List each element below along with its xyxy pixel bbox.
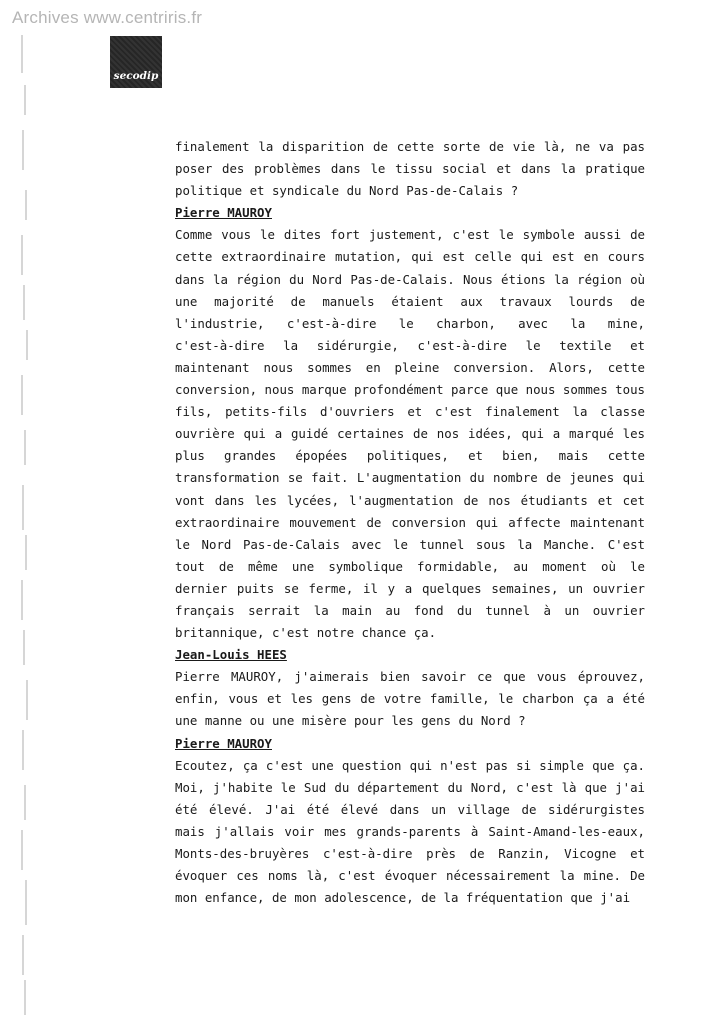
transcript-line: évoquer ces noms là, c'est évoquer nécessairement la mine. De [175, 868, 645, 884]
transcript-line: le Nord Pas-de-Calais avec le tunnel sous la Manche. C'est [175, 536, 645, 552]
transcript-line: vont dans les lycées, l'augmentation de nos étudiants et cet [175, 492, 645, 508]
transcript-line: mon enfance, de mon adolescence, de la fréquentation que j'ai [175, 890, 631, 906]
archive-watermark: Archives www.centriris.fr [12, 8, 203, 27]
logo-label: secodip [113, 70, 159, 82]
transcript-line: Moi, j'habite le Sud du département du Nord, c'est là que j'ai [175, 779, 645, 795]
transcript-line: finalement la disparition de cette sorte de vie là, ne va pas [175, 139, 645, 154]
transcript-line: extraordinaire mouvement de conversion qui affecte maintenant [175, 514, 645, 530]
transcript-line: enfin, vous et les gens de votre famille, le charbon ça a été [175, 691, 645, 707]
speaker-name: Pierre MAUROY [175, 205, 272, 221]
transcript-line: dernier puits se ferme, il y a quelques semaines, un ouvrier [175, 580, 645, 596]
transcript-line: une manne ou une misère pour les gens du Nord ? [175, 713, 526, 729]
transcript-line: Ecoutez, ça c'est une question qui n'est pas si simple que ça. [175, 757, 645, 773]
transcript-line: été élevé. J'ai été élevé dans un village de sidérurgistes [175, 801, 645, 817]
speaker-name: Jean-Louis HEES [175, 647, 287, 663]
transcript-line: poser des problèmes dans le tissu social et dans la pratique [175, 161, 645, 177]
transcript-line: Monts-des-bruyères c'est-à-dire près de Ranzin, Vicogne et [175, 846, 645, 861]
secodip-logo [110, 36, 162, 88]
transcript-line: tout de même une symbolique formidable, au moment où le [175, 558, 645, 574]
transcript-line: maintenant nous sommes en pleine conversion. Alors, cette [175, 359, 645, 375]
interview-transcript [175, 136, 645, 909]
transcript-line: c'est-à-dire la sidérurgie, c'est-à-dire le textile et [175, 337, 645, 353]
transcript-line: dans la région du Nord Pas-de-Calais. Nous étions la région où [175, 271, 645, 287]
transcript-line: transformation se fait. L'augmentation du nombre de jeunes qui [175, 470, 645, 486]
transcript-line: Pierre MAUROY, j'aimerais bien savoir ce que vous éprouvez, [175, 669, 645, 685]
transcript-line: français serrait la main au fond du tunnel à un ouvrier [175, 602, 645, 618]
speaker-name: Pierre MAUROY [175, 735, 272, 751]
transcript-line: ouvrière qui a guidé certaines de nos idées, qui a marqué les [175, 426, 645, 442]
transcript-line: britannique, c'est notre chance ça. [175, 625, 437, 641]
transcript-line: plus grandes épopées politiques, et bien, mais cette [175, 448, 645, 464]
transcript-line: cette extraordinaire mutation, qui est celle qui est en cours [175, 249, 645, 265]
transcript-line: Comme vous le dites fort justement, c'est le symbole aussi de [175, 227, 645, 243]
binder-margin-marks [18, 30, 34, 1020]
transcript-line: fils, petits-fils d'ouvriers et c'est finalement la classe [175, 404, 645, 420]
transcript-line: l'industrie, c'est-à-dire le charbon, avec la mine, [175, 315, 645, 331]
transcript-line: politique et syndicale du Nord Pas-de-Calais ? [175, 183, 519, 199]
transcript-line: mais j'allais voir mes grands-parents à Saint-Amand-les-eaux, [175, 823, 645, 839]
transcript-line: une majorité de manuels étaient aux travaux lourds de [175, 293, 645, 309]
transcript-line: conversion, nous marque profondément parce que nous sommes tous [175, 382, 645, 398]
